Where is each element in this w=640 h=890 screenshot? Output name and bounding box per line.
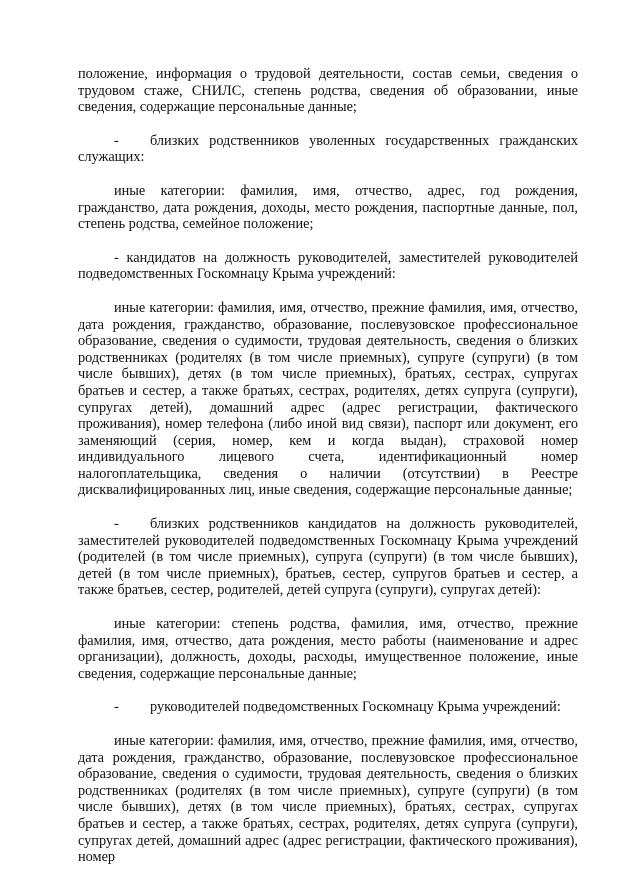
paragraph-8 (78, 699, 578, 716)
paragraph-text: руководителей подведомственных Госкомнацу Крыма учреждений: (150, 699, 561, 716)
paragraph-text: иные категории: фамилия, имя, отчество, прежние фамилия, имя, отчество, дата рождения, гражданство, образование, послевузовское профессиональное образование, сведения о судимости, трудовая деятельность, сведения о близких родственниках (родителях (в том числе приемных), супруге (супруги) (в том числе бывших), детях (в том числе приемных), братьях, сестрах, супругах братьев и сестер, а также братьях, сестрах, родителях, детях супруга (супруги), супругах детей, домашний адрес (адрес регистрации, фактического проживания), номер (78, 733, 578, 866)
paragraph-text: близких родственников уволенных государственных гражданских служащих: (78, 132, 578, 166)
paragraph-6 (78, 516, 578, 599)
paragraph-2 (78, 133, 578, 166)
paragraph-4 (78, 250, 578, 283)
list-dash: - (114, 699, 119, 716)
paragraph-text: иные категории: степень родства, фамилия, имя, отчество, прежние фамилия, имя, отчество, дата рождения, место работы (наименование и адрес организации), должность, доходы, расходы, имущественное положение, иные сведения, содержащие персональные данные; (78, 616, 578, 682)
paragraph-text: положение, информация о трудовой деятельности, состав семьи, сведения о трудовом стаже, СНИЛС, степень родства, сведения об образовании, иные сведения, содержащие персональные данные; (78, 66, 578, 116)
paragraph-text: иные категории: фамилия, имя, отчество, адрес, год рождения, гражданство, дата рождения, доходы, место рождения, паспортные данные, пол, степень родства, семейное положение; (78, 182, 578, 233)
paragraph-9 (78, 733, 578, 866)
list-dash: - (114, 132, 119, 149)
paragraph-7 (78, 616, 578, 682)
paragraph-text: иные категории: фамилия, имя, отчество, прежние фамилия, имя, отчество, дата рождения, гражданство, образование, послевузовское профессиональное образование, сведения о судимости, трудовая деятельность, сведения о близких родственниках (родителях (в том числе приемных), супруге (супруги) (в том числе бывших), детях (в том числе приемных), братьях, сестрах, супругах братьев и сестер, а также братьях, сестрах, родителях, детях супруга (супруги), супругах детей), домашний адрес (адрес регистрации, фактического проживания), номер телефона (либо иной вид связи), паспорт или документ, его заменяющий (серия, номер, кем и когда выдан), страховой номер индивидуального лицевого счета, идентификационный номер налогоплательщика, сведения о наличии (отсутствии) в Реестре дисквалифицированных лиц, иные сведения, содержащие персональные данные; (78, 299, 578, 499)
paragraph-text: - кандидатов на должность руководителей, заместителей руководителей подведомственных Госкомнацу Крыма учреждений: (78, 249, 578, 283)
paragraph-3 (78, 183, 578, 233)
paragraph-5 (78, 300, 578, 499)
list-dash: - (114, 516, 119, 533)
paragraph-1 (78, 66, 578, 116)
paragraph-text: близких родственников кандидатов на должность руководителей, заместителей руководителей подведомственных Госкомнацу Крыма учреждений (родителей (в том числе приемных), супруга (супруги) (в том числе бывших), детей (в том числе приемных), братьев, сестер, супругов братьев и сестер, а также братьев, сестер, родителей, детей супруга (супруги), супругах детей): (78, 516, 578, 599)
document-page (78, 66, 578, 883)
